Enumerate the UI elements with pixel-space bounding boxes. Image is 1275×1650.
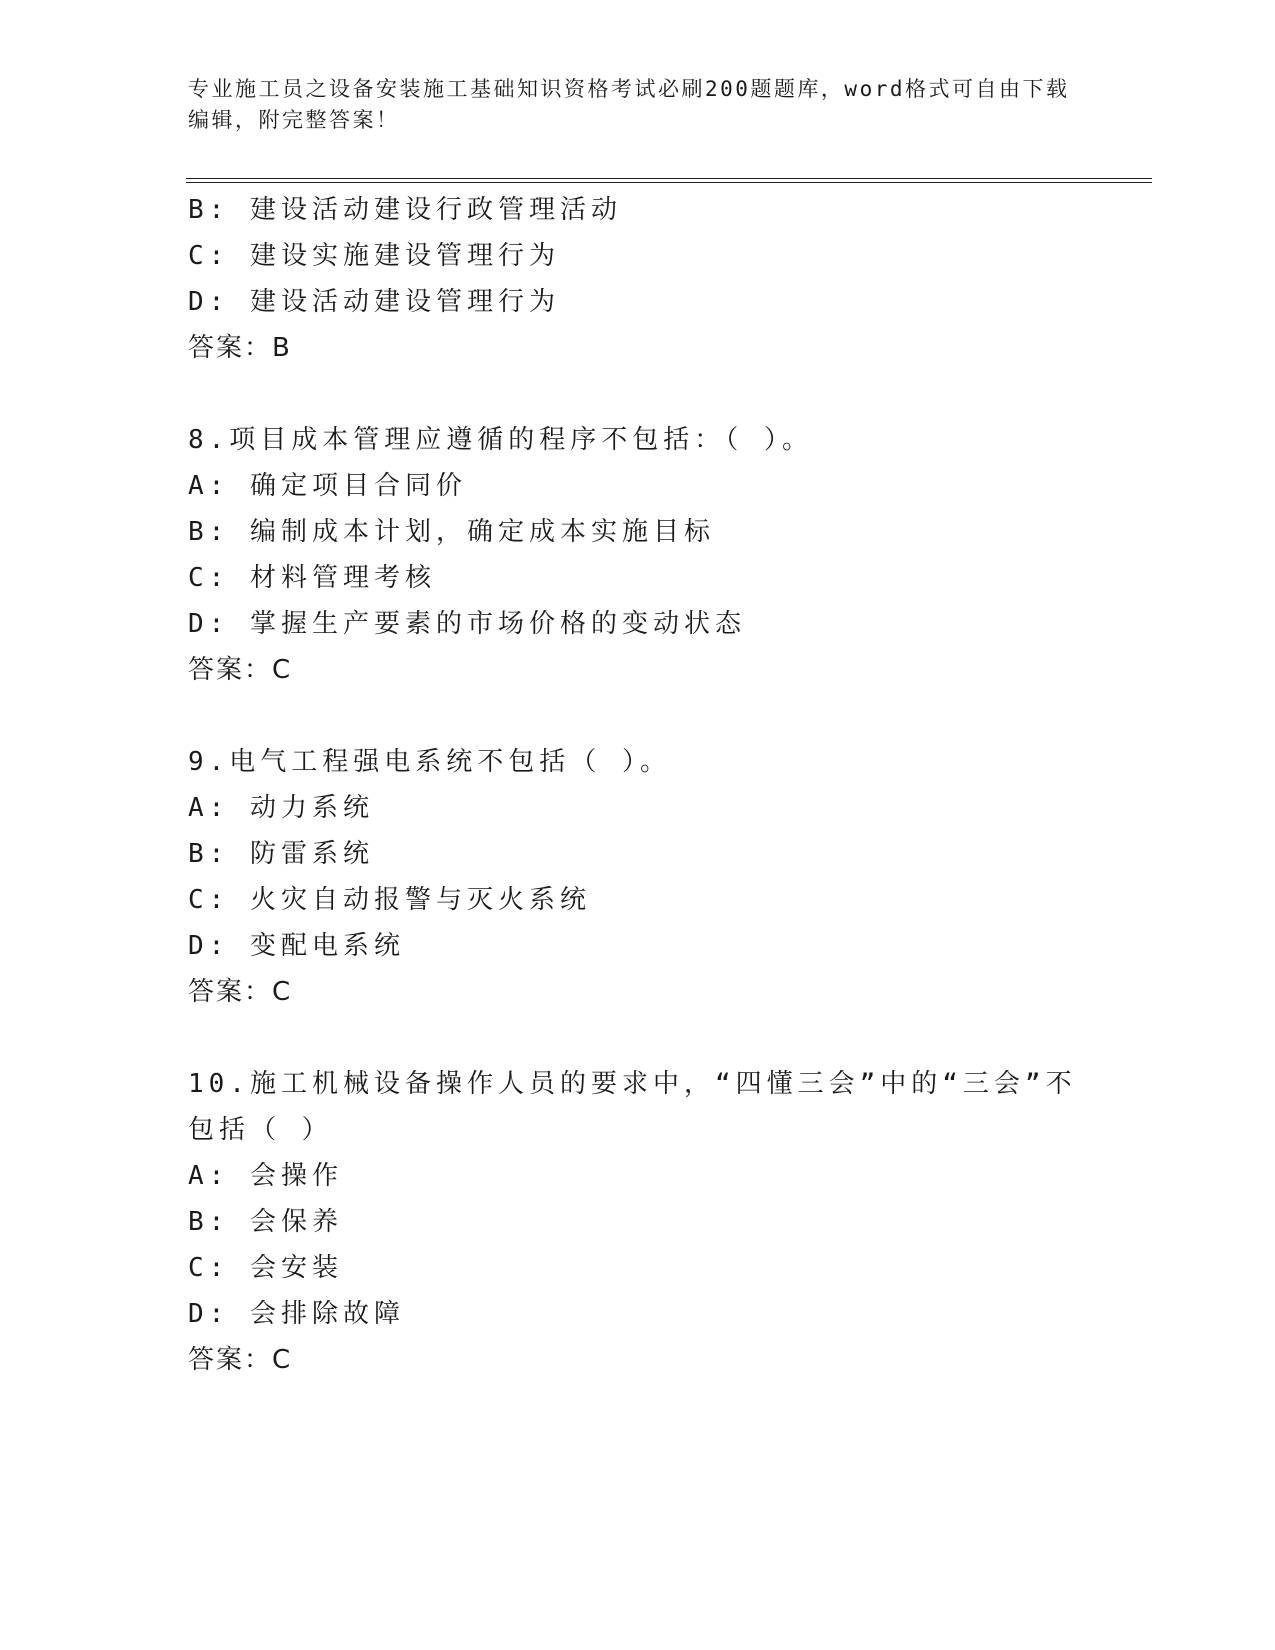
answer-label: 答案：C <box>188 977 293 1007</box>
question-7 <box>188 187 1088 371</box>
question-10 <box>188 1061 1088 1383</box>
option-b: B: 建设活动建设行政管理活动 <box>188 195 622 225</box>
answer-label: 答案：C <box>188 655 293 685</box>
option-c: C: 材料管理考核 <box>188 563 436 593</box>
header-divider-top <box>186 178 1152 179</box>
answer-label: 答案：C <box>188 1345 293 1375</box>
question-8 <box>188 417 1088 693</box>
document-header: 专业施工员之设备安装施工基础知识资格考试必刷200题题库，word格式可自由下载编辑，附完整答案！ <box>188 77 1070 132</box>
option-b: B: 防雷系统 <box>188 839 374 869</box>
spacer <box>188 1015 1088 1061</box>
option-c: C: 会安装 <box>188 1253 343 1283</box>
option-a: A: 确定项目合同价 <box>188 471 467 501</box>
option-a: A: 会操作 <box>188 1161 343 1191</box>
spacer <box>188 371 1088 417</box>
option-d: D: 会排除故障 <box>188 1299 405 1329</box>
option-d: D: 建设活动建设管理行为 <box>188 287 560 317</box>
question-text: 10.施工机械设备操作人员的要求中，“四懂三会”中的“三会”不包括（ ） <box>188 1069 1077 1145</box>
spacer <box>188 693 1088 739</box>
question-9 <box>188 739 1088 1015</box>
question-text: 9.电气工程强电系统不包括（ ）。 <box>188 747 671 777</box>
option-b: B: 会保养 <box>188 1207 343 1237</box>
option-a: A: 动力系统 <box>188 793 374 823</box>
option-d: D: 掌握生产要素的市场价格的变动状态 <box>188 609 746 639</box>
option-c: C: 建设实施建设管理行为 <box>188 241 560 271</box>
question-list <box>188 187 1088 1383</box>
question-text: 8.项目成本管理应遵循的程序不包括：（ ）。 <box>188 425 813 455</box>
option-c: C: 火灾自动报警与灭火系统 <box>188 885 591 915</box>
header-divider-bottom <box>186 182 1152 183</box>
option-b: B: 编制成本计划，确定成本实施目标 <box>188 517 715 547</box>
answer-label: 答案：B <box>188 333 292 363</box>
option-d: D: 变配电系统 <box>188 931 405 961</box>
